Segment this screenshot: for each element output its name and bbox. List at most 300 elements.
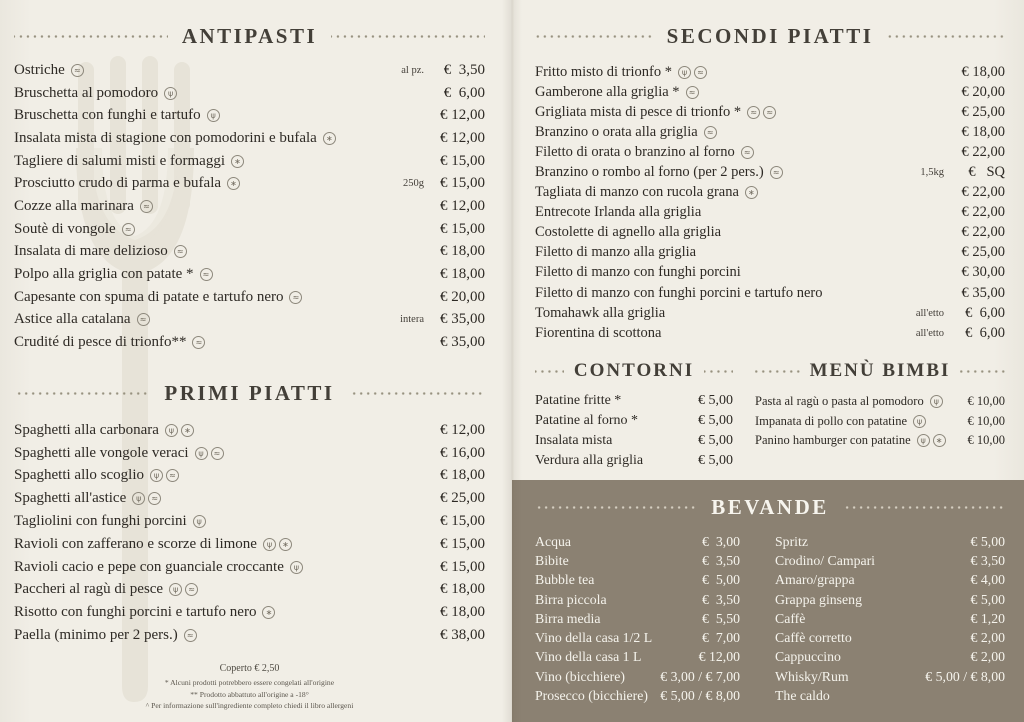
- item-name: Pasta al ragù o pasta al pomodoro: [755, 393, 924, 408]
- item-name: Paella (minimo per 2 pers.): [14, 627, 178, 643]
- item-price: € 5,00: [698, 432, 733, 448]
- shellfish-icon: ≈: [763, 106, 776, 119]
- item-name: Bruschetta al pomodoro: [14, 84, 159, 101]
- item-allergen-icons: [150, 469, 179, 482]
- item-price: € 12,00: [440, 107, 485, 124]
- menu-item-row: [14, 309, 485, 332]
- contorni-title: CONTORNI: [573, 360, 695, 382]
- item-price: € 12,00: [440, 129, 485, 146]
- bevande-columns: [535, 532, 1005, 706]
- item-allergen-icons: [678, 66, 707, 79]
- item-allergen-icons: [263, 538, 292, 551]
- dotted-rule: [704, 370, 733, 373]
- allergen-icon: ∗: [262, 606, 275, 619]
- menu-item-row: [14, 442, 485, 465]
- item-name: Birra piccola: [535, 591, 607, 607]
- item-allergen-icons: [132, 492, 161, 505]
- item-allergen-icons: [917, 434, 946, 447]
- item-name: Bubble tea: [535, 572, 595, 588]
- menu-item-row: [14, 601, 485, 624]
- menu-item-row: [14, 556, 485, 579]
- menu-item-row: [775, 551, 1005, 570]
- item-name: Birra media: [535, 610, 601, 626]
- item-name: Impanata di pollo con patatine: [755, 413, 908, 428]
- contorni-bimbi-row: [535, 357, 1005, 470]
- item-price: € 22,00: [961, 143, 1005, 160]
- item-name: Verdura alla griglia: [535, 452, 644, 468]
- item-name: Filetto di manzo con funghi porcini: [535, 264, 741, 281]
- item-price: € 15,00: [440, 220, 485, 237]
- shellfish-icon: ≈: [71, 64, 84, 77]
- menu-item-row: [775, 628, 1005, 647]
- gluten-icon: ψ: [290, 561, 303, 574]
- item-name: Prosecco (bicchiere): [535, 688, 648, 704]
- item-allergen-icons: [169, 583, 198, 596]
- item-name: Filetto di manzo con funghi porcini e tartufo nero: [535, 284, 823, 301]
- menu-item-row: [535, 590, 740, 609]
- section-primi-piatti: [14, 378, 485, 647]
- footnote-frozen-products: * Alcuni prodotti potrebbero essere congelati all'origine: [164, 677, 335, 687]
- menu-item-row: [535, 451, 733, 471]
- item-name: Cappuccino: [775, 649, 841, 665]
- menu-item-row: [535, 686, 740, 705]
- item-name: Tomahawk alla griglia: [535, 304, 666, 321]
- item-price: € 25,00: [440, 490, 485, 507]
- item-name: Patatine al forno *: [535, 413, 639, 428]
- item-name: The caldo: [775, 688, 830, 704]
- shellfish-icon: ≈: [200, 268, 213, 281]
- shellfish-icon: ≈: [122, 223, 135, 236]
- menu-item-row: [775, 686, 1005, 705]
- item-allergen-icons: [184, 629, 197, 642]
- allergen-icon: ∗: [323, 132, 336, 145]
- item-name: Vino della casa 1 L: [535, 649, 642, 665]
- item-price: € 6,00: [965, 304, 1005, 321]
- item-name: Prosciutto crudo di parma e bufala: [14, 175, 222, 192]
- menu-item-row: [14, 241, 485, 264]
- item-name: Amaro/grappa: [775, 572, 855, 588]
- dotted-rule: [887, 35, 1005, 38]
- item-allergen-icons: [165, 424, 194, 437]
- menu-item-row: [14, 195, 485, 218]
- item-price: € 35,00: [961, 284, 1005, 301]
- item-name: Branzino o rombo al forno (per 2 pers.): [535, 164, 764, 181]
- item-name: Patatine fritte *: [535, 393, 622, 409]
- menu-item-row: [14, 465, 485, 488]
- item-price: € 12,00: [698, 649, 740, 665]
- item-price: € 3,50: [702, 591, 740, 607]
- item-price: € 16,00: [440, 444, 485, 461]
- menu-item-row: [755, 431, 1005, 451]
- item-price: € 3,00: [702, 533, 740, 549]
- item-allergen-icons: [741, 146, 754, 159]
- item-price: € 20,00: [961, 83, 1005, 100]
- menu-item-row: [755, 411, 1005, 431]
- shellfish-icon: ≈: [140, 200, 153, 213]
- item-allergen-icons: [770, 166, 783, 179]
- item-name: Grigliata mista di pesce di trionfo *: [535, 103, 742, 120]
- menu-item-row: [775, 648, 1005, 667]
- item-price: € 22,00: [961, 224, 1005, 241]
- item-price: € 12,00: [440, 197, 485, 214]
- gluten-icon: ψ: [195, 447, 208, 460]
- fish-icon: ≈: [741, 146, 754, 159]
- item-price: € 10,00: [967, 413, 1005, 428]
- fish-icon: ≈: [770, 166, 783, 179]
- item-name: Crudité di pesce di trionfo**: [14, 334, 187, 351]
- item-allergen-icons: [231, 155, 244, 168]
- menu-item-row: [14, 487, 485, 510]
- item-price: € 18,00: [440, 467, 485, 484]
- item-name: Cozze alla marinara: [14, 197, 134, 214]
- item-name: Soutè di vongole: [14, 220, 116, 237]
- menu-item-row: [535, 667, 740, 686]
- shellfish-icon: ≈: [192, 336, 205, 349]
- menu-item-row: [14, 510, 485, 533]
- item-name: Risotto con funghi porcini e tartufo nero: [14, 604, 257, 621]
- allergen-icon: ∗: [231, 155, 244, 168]
- item-name: Spaghetti alle vongole veraci: [14, 444, 189, 461]
- item-price: € 15,00: [440, 558, 485, 575]
- item-allergen-icons: [913, 415, 926, 428]
- menu-item-row: [535, 122, 1005, 142]
- footer-notes: [14, 663, 485, 712]
- item-name: Branzino o orata alla griglia: [535, 123, 698, 140]
- menu-item-row: [14, 59, 485, 82]
- shellfish-icon: ≈: [166, 469, 179, 482]
- dotted-rule: [14, 392, 150, 395]
- dotted-rule: [535, 35, 653, 38]
- item-name: Fiorentina di scottona: [535, 324, 662, 341]
- allergen-icon: ∗: [181, 424, 194, 437]
- bevande-header: [535, 491, 1005, 523]
- item-price: € 25,00: [961, 103, 1005, 120]
- menu-item-row: [535, 648, 740, 667]
- item-price: € 18,00: [440, 243, 485, 260]
- menu-item-row: [535, 628, 740, 647]
- contorni-header: [535, 357, 733, 385]
- item-price: € 30,00: [961, 264, 1005, 281]
- item-name: Whisky/Rum: [775, 668, 849, 684]
- secondi-header: [535, 20, 1005, 52]
- fish-icon: ≈: [747, 106, 760, 119]
- shellfish-icon: ≈: [174, 245, 187, 258]
- page-right: [512, 0, 1024, 722]
- section-contorni: [535, 357, 733, 470]
- menu-item-row: [14, 127, 485, 150]
- item-name: Panino hamburger con patatine: [755, 433, 911, 448]
- primi-items: [14, 419, 485, 647]
- item-name: Spaghetti allo scoglio: [14, 467, 144, 484]
- item-allergen-icons: [193, 515, 206, 528]
- menu-item-row: [14, 331, 485, 354]
- menu-item-row: [535, 391, 733, 411]
- item-allergen-icons: [122, 223, 135, 236]
- item-price: € 7,00: [702, 630, 740, 646]
- item-allergen-icons: [200, 268, 213, 281]
- item-price: € 15,00: [440, 152, 485, 169]
- item-price: € 5,00: [698, 393, 733, 409]
- section-antipasti: [14, 20, 485, 354]
- item-name: Spaghetti alla carbonara: [14, 421, 159, 438]
- item-price: € 5,00: [702, 572, 740, 588]
- item-name: Bruschetta con funghi e tartufo: [14, 107, 201, 124]
- item-name: Paccheri al ragù di pesce: [14, 581, 164, 598]
- bevande-left-column: [535, 532, 740, 706]
- antipasti-items: [14, 59, 485, 354]
- shellfish-icon: ≈: [148, 492, 161, 505]
- item-price: € 5,00: [698, 452, 733, 468]
- gluten-icon: ψ: [930, 395, 943, 408]
- menu-item-row: [14, 579, 485, 602]
- item-allergen-icons: [71, 64, 84, 77]
- shellfish-icon: ≈: [694, 66, 707, 79]
- menu-item-row: [535, 263, 1005, 283]
- menu-item-row: [535, 411, 733, 431]
- item-price: € 1,20: [970, 610, 1005, 626]
- menu-item-row: [535, 609, 740, 628]
- item-price: € 12,00: [440, 421, 485, 438]
- item-note: all'etto: [915, 307, 944, 319]
- item-name: Ravioli con zafferano e scorze di limone: [14, 535, 257, 552]
- gluten-icon: ψ: [263, 538, 276, 551]
- item-allergen-icons: [207, 109, 220, 122]
- gluten-icon: ψ: [150, 469, 163, 482]
- menu-item-row: [775, 532, 1005, 551]
- dotted-rule: [535, 370, 564, 373]
- menu-item-row: [535, 203, 1005, 223]
- item-price: € 5,00 / € 8,00: [660, 688, 740, 704]
- bevande-title: BEVANDE: [711, 494, 829, 519]
- item-allergen-icons: [747, 106, 776, 119]
- item-name: Entrecote Irlanda alla griglia: [535, 204, 702, 221]
- item-name: Bibite: [535, 552, 569, 568]
- allergen-icon: ∗: [227, 177, 240, 190]
- item-price: € 22,00: [961, 204, 1005, 221]
- item-price: € 38,00: [440, 627, 485, 643]
- item-price: € 18,00: [961, 63, 1005, 80]
- item-price: € 18,00: [961, 123, 1005, 140]
- item-note: all'etto: [915, 327, 944, 339]
- item-price: € 35,00: [440, 311, 485, 328]
- gluten-icon: ψ: [132, 492, 145, 505]
- item-allergen-icons: [174, 245, 187, 258]
- menu-item-row: [535, 142, 1005, 162]
- primi-header: [14, 378, 485, 410]
- item-price: € 3,00 / € 7,00: [660, 668, 740, 684]
- item-note: al pz.: [401, 64, 424, 76]
- item-price: € 10,00: [967, 433, 1005, 448]
- menu-item-row: [14, 218, 485, 241]
- shellfish-icon: ≈: [184, 629, 197, 642]
- dotted-rule: [349, 392, 485, 395]
- item-price: € 3,50: [702, 552, 740, 568]
- item-name: Acqua: [535, 533, 572, 549]
- item-name: Astice alla catalana: [14, 311, 131, 328]
- primi-title: PRIMI PIATTI: [164, 381, 335, 406]
- item-name: Crodino/ Campari: [775, 552, 876, 568]
- item-name: Gamberone alla griglia *: [535, 83, 680, 100]
- dotted-rule: [843, 506, 1005, 509]
- item-price: € 18,00: [440, 266, 485, 283]
- item-price: € 5,00 / € 8,00: [925, 668, 1005, 684]
- bevande-right-column: [775, 532, 1005, 706]
- coperto-note: Coperto € 2,50: [219, 662, 280, 674]
- item-name: Ravioli cacio e pepe con guanciale croccante: [14, 558, 284, 575]
- menu-item-row: [14, 263, 485, 286]
- item-name: Ostriche: [14, 61, 65, 78]
- item-price: € 3,50: [443, 61, 485, 78]
- item-name: Spaghetti all'astice: [14, 490, 127, 507]
- gluten-icon: ψ: [169, 583, 182, 596]
- secondi-title: SECONDI PIATTI: [666, 23, 874, 48]
- menu-item-row: [14, 82, 485, 105]
- menu-item-row: [14, 150, 485, 173]
- item-allergen-icons: [289, 291, 302, 304]
- item-allergen-icons: [164, 87, 177, 100]
- menu-item-row: [535, 183, 1005, 203]
- gluten-icon: ψ: [193, 515, 206, 528]
- bevande-panel: [512, 480, 1024, 722]
- antipasti-header: [14, 20, 485, 52]
- item-name: Fritto misto di trionfo *: [535, 63, 672, 80]
- item-note: 1,5kg: [920, 167, 944, 179]
- item-price: € 20,00: [440, 288, 485, 305]
- menu-item-row: [535, 102, 1005, 122]
- item-allergen-icons: [195, 447, 224, 460]
- item-note: 250g: [403, 178, 424, 190]
- gluten-icon: ψ: [207, 109, 220, 122]
- item-price: € 2,00: [970, 649, 1005, 665]
- menu-item-row: [755, 391, 1005, 411]
- item-allergen-icons: [704, 126, 717, 139]
- item-price: € 15,00: [440, 535, 485, 552]
- item-name: Insalata di mare delizioso: [14, 243, 168, 260]
- item-price: € 6,00: [965, 324, 1005, 341]
- item-price: € 5,00: [970, 533, 1005, 549]
- menu-item-row: [535, 82, 1005, 102]
- secondi-items: [535, 62, 1005, 343]
- item-name: Grappa ginseng: [775, 591, 862, 607]
- item-name: Tagliata di manzo con rucola grana: [535, 184, 739, 201]
- menu-item-row: [535, 303, 1005, 323]
- item-name: Vino (bicchiere): [535, 668, 625, 684]
- item-price: € 18,00: [440, 604, 485, 621]
- item-name: Caffè: [775, 610, 806, 626]
- menu-bimbi-items: [755, 391, 1005, 450]
- item-name: Capesante con spuma di patate e tartufo nero: [14, 288, 284, 305]
- gluten-icon: ψ: [913, 415, 926, 428]
- item-price: € 10,00: [967, 393, 1005, 408]
- item-name: Tagliere di salumi misti e formaggi: [14, 152, 225, 169]
- item-name: Tagliolini con funghi porcini: [14, 513, 187, 530]
- item-allergen-icons: [227, 177, 240, 190]
- menu-item-row: [775, 667, 1005, 686]
- gluten-icon: ψ: [164, 87, 177, 100]
- menu-item-row: [14, 172, 485, 195]
- item-allergen-icons: [290, 561, 303, 574]
- menu-item-row: [14, 624, 485, 647]
- menu-item-row: [535, 551, 740, 570]
- item-price: € 25,00: [961, 244, 1005, 261]
- item-price: € 6,00: [443, 84, 485, 101]
- shellfish-icon: ≈: [185, 583, 198, 596]
- item-allergen-icons: [686, 86, 699, 99]
- item-price: € 18,00: [440, 581, 485, 598]
- item-price: € 4,00: [970, 572, 1005, 588]
- item-price: € 5,50: [702, 610, 740, 626]
- item-allergen-icons: [140, 200, 153, 213]
- menu-item-row: [535, 431, 733, 451]
- menu-item-row: [775, 609, 1005, 628]
- menu-item-row: [535, 243, 1005, 263]
- menu-item-row: [775, 571, 1005, 590]
- item-name: Filetto di manzo alla griglia: [535, 244, 697, 261]
- item-name: Polpo alla griglia con patate *: [14, 266, 194, 283]
- allergen-icon: ∗: [933, 434, 946, 447]
- menu-bimbi-header: [755, 357, 1005, 385]
- item-price: € SQ: [968, 164, 1005, 181]
- section-secondi-piatti: [535, 20, 1005, 343]
- antipasti-title: ANTIPASTI: [181, 23, 318, 48]
- item-price: € 15,00: [440, 175, 485, 192]
- item-name: Vino della casa 1/2 L: [535, 630, 653, 646]
- shellfish-icon: ≈: [686, 86, 699, 99]
- item-allergen-icons: [930, 395, 943, 408]
- item-name: Costolette di agnello alla griglia: [535, 224, 722, 241]
- contorni-items: [535, 391, 733, 470]
- menu-item-row: [14, 286, 485, 309]
- item-note: intera: [400, 314, 424, 326]
- dotted-rule: [535, 506, 697, 509]
- item-price: € 35,00: [440, 334, 485, 351]
- gluten-icon: ψ: [917, 434, 930, 447]
- item-price: € 22,00: [961, 184, 1005, 201]
- gluten-icon: ψ: [165, 424, 178, 437]
- fish-icon: ≈: [704, 126, 717, 139]
- gluten-icon: ψ: [678, 66, 691, 79]
- shellfish-icon: ≈: [137, 313, 150, 326]
- menu-item-row: [535, 283, 1005, 303]
- menu-item-row: [14, 419, 485, 442]
- menu-item-row: [775, 590, 1005, 609]
- item-price: € 15,00: [440, 513, 485, 530]
- menu-item-row: [535, 62, 1005, 82]
- menu-item-row: [535, 162, 1005, 182]
- menu-item-row: [535, 571, 740, 590]
- item-allergen-icons: [137, 313, 150, 326]
- item-allergen-icons: [745, 186, 758, 199]
- footnote-blast-chilled: ** Prodotto abbattuto all'origine a -18°: [190, 689, 309, 699]
- item-price: € 5,00: [698, 413, 733, 428]
- menu-item-row: [14, 104, 485, 127]
- item-name: Spritz: [775, 533, 808, 549]
- footnote-allergen-book: ^ Per informazione sull'ingrediente completo chiedi il libro allergeni: [145, 701, 354, 711]
- shellfish-icon: ≈: [289, 291, 302, 304]
- shellfish-icon: ≈: [211, 447, 224, 460]
- section-menu-bimbi: [755, 357, 1005, 470]
- item-name: Filetto di orata o branzino al forno: [535, 143, 735, 160]
- item-allergen-icons: [192, 336, 205, 349]
- dotted-rule: [331, 35, 485, 38]
- item-allergen-icons: [262, 606, 275, 619]
- item-name: Insalata mista: [535, 432, 613, 448]
- item-allergen-icons: [323, 132, 336, 145]
- item-name: Caffè corretto: [775, 630, 852, 646]
- menu-item-row: [535, 532, 740, 551]
- menu-item-row: [535, 223, 1005, 243]
- item-price: € 2,00: [970, 630, 1005, 646]
